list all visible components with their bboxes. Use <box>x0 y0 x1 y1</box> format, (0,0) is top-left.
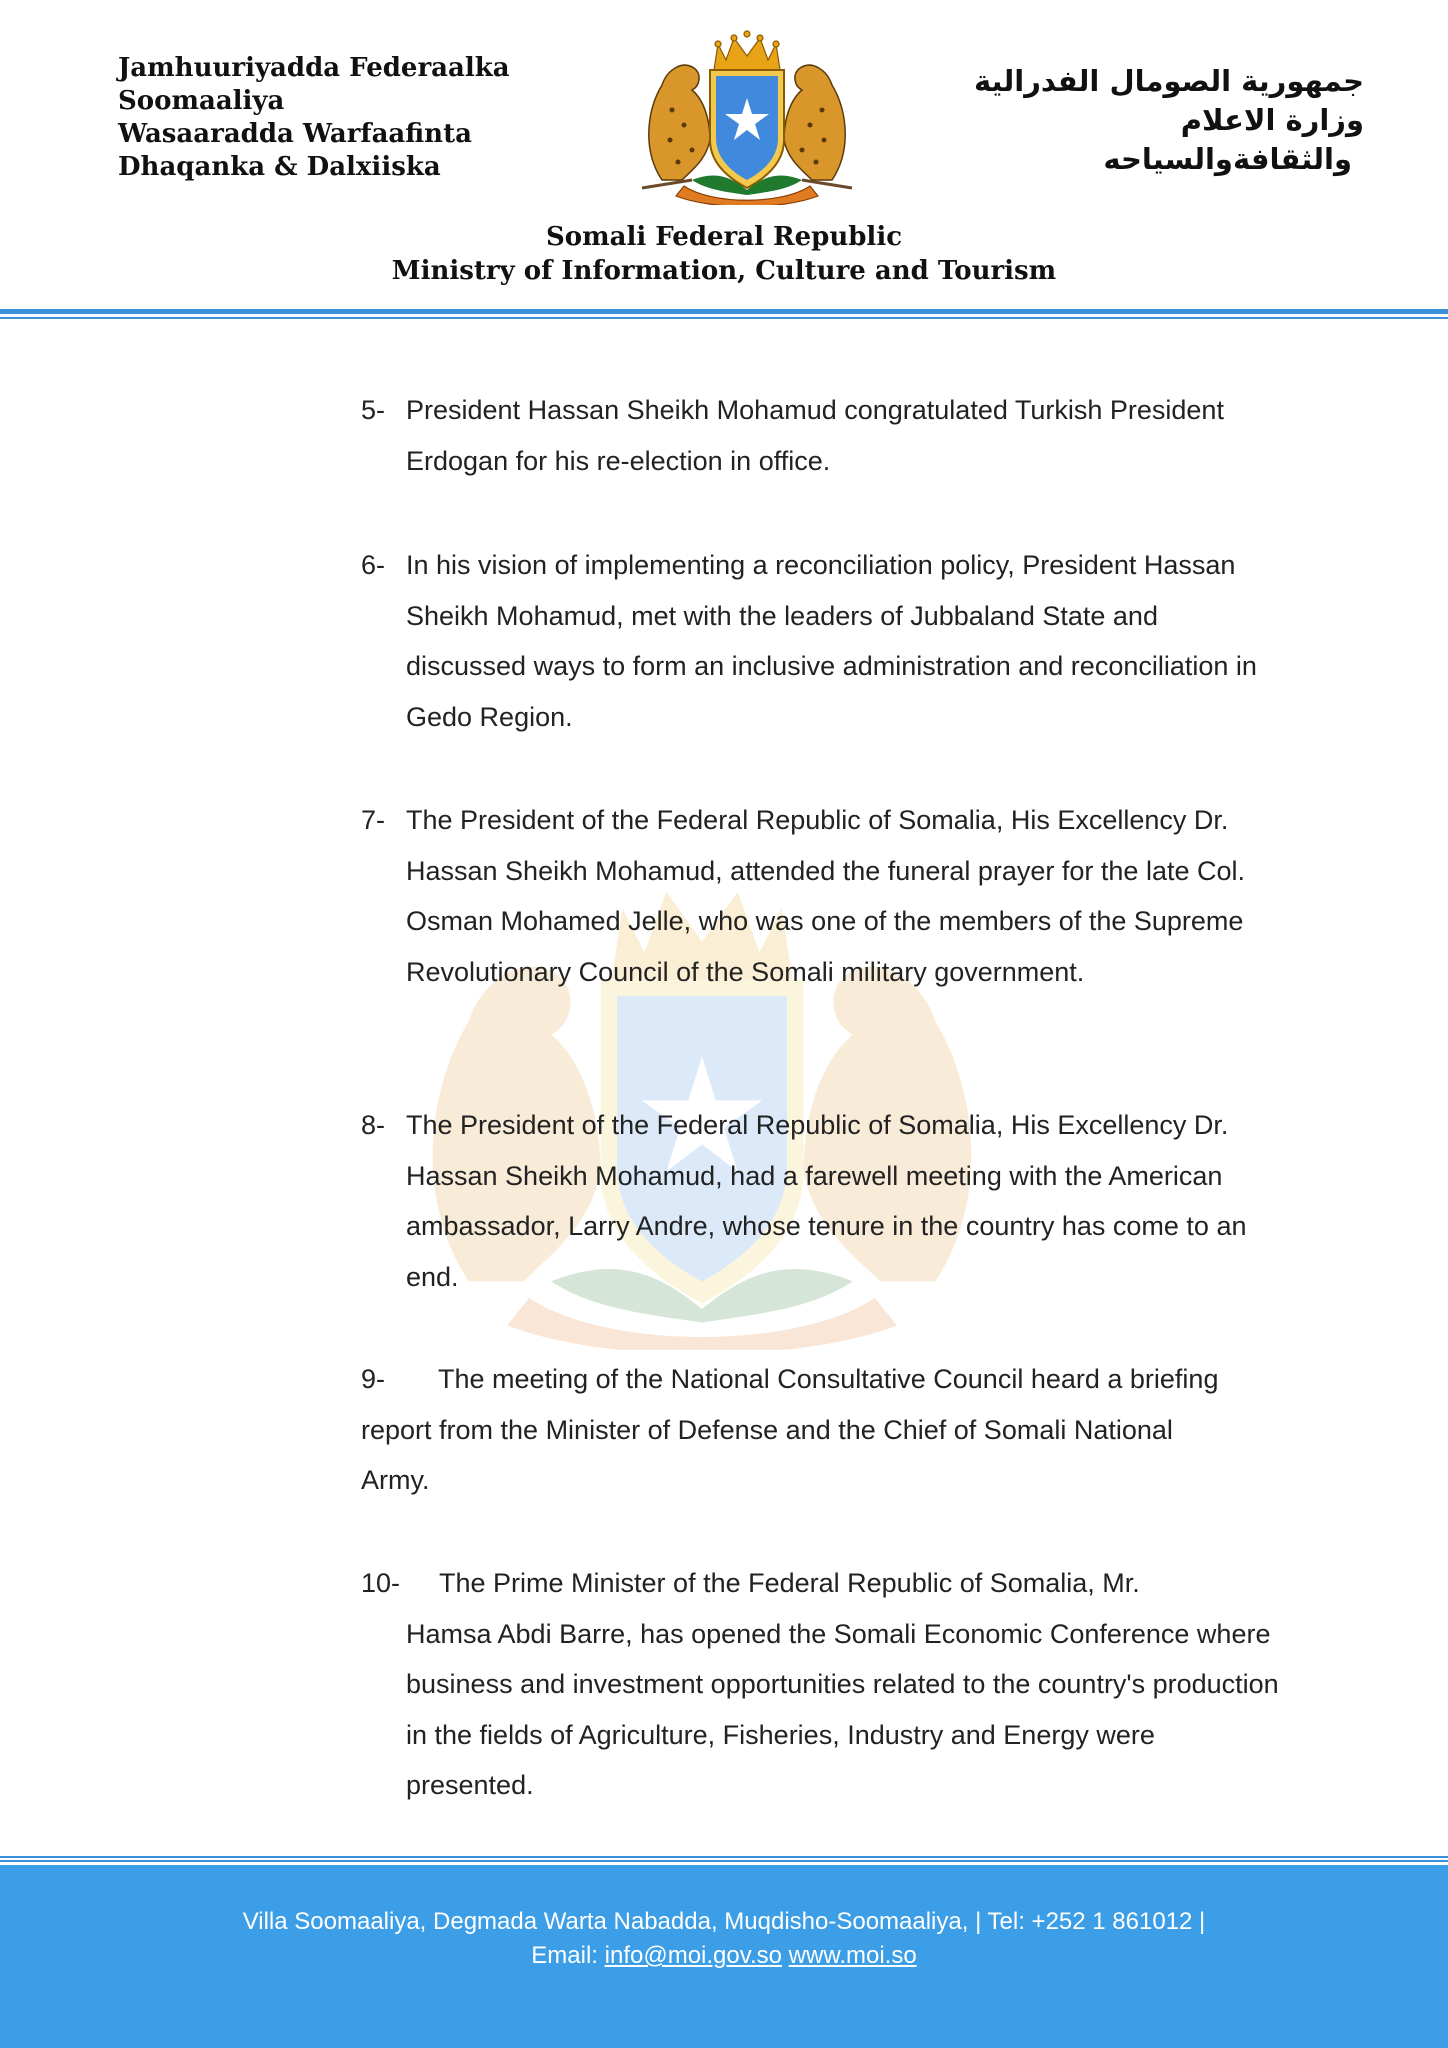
email-link[interactable]: info@moi.gov.so <box>604 1942 782 1969</box>
letterhead-somali-line: Soomaaliya <box>118 86 285 116</box>
item-text: The President of the Federal Republic of Somalia, His Excellency Dr. Hassan Sheikh Mohamud, had a farewell meeting with the American ambassador, Larry Andre, whose tenure in the country has come to an end. <box>406 1110 1247 1292</box>
footer-links <box>0 1939 1448 1973</box>
somalia-coat-of-arms-icon <box>622 30 872 205</box>
item-number: 5- <box>361 395 386 425</box>
footer-address: Villa Soomaaliya, Degmada Warta Nabadda, Muqdisho-Soomaaliya, | Tel: +252 1 861012 | <box>242 1908 1206 1935</box>
footer-divider <box>0 1860 1448 1862</box>
item-text-block <box>361 1354 1241 1506</box>
footer <box>0 1865 1448 2048</box>
item-number: 6- <box>361 550 386 580</box>
letterhead-somali-line: Dhaqanka & Dalxiiska <box>118 152 441 182</box>
header-divider <box>0 317 1448 319</box>
email-label: Email: <box>531 1942 598 1969</box>
letterhead-somali <box>118 52 510 184</box>
item-number: 9- <box>361 1364 386 1394</box>
footer-divider <box>0 1856 1448 1858</box>
footer-contact <box>0 1905 1448 1973</box>
item-number: 8- <box>361 1110 386 1140</box>
letterhead-arabic-line: وزارة الاعلام <box>1180 103 1364 137</box>
item-text: The meeting of the National Consultative Council heard a briefing report from the Minister of Defense and the Chief of Somali National Army. <box>361 1364 1219 1495</box>
letterhead-somali-line: Jamhuuriyadda Federaalka <box>118 53 510 83</box>
letterhead-arabic-line: والثقافةوالسياحه <box>1103 142 1352 176</box>
item-text: Hamsa Abdi Barre, has opened the Somali Economic Conference where business and investment opportunities related to the country's production in the fields of Agriculture, Fisheries, Industry and Energy were presented. <box>406 1618 1279 1800</box>
letterhead-arabic-line: جمهورية الصومال الفدرالية <box>973 64 1364 98</box>
header-divider <box>0 309 1448 314</box>
letterhead-subtitle: Ministry of Information, Culture and Tourism <box>391 256 1057 286</box>
item-number: 10- <box>361 1568 401 1598</box>
item-text: In his vision of implementing a reconciliation policy, President Hassan Sheikh Mohamud, met with the leaders of Jubbaland State and discussed ways to form an inclusive administration and reconciliation in Gedo Region. <box>406 550 1257 732</box>
item-number: 7- <box>361 805 386 835</box>
news-item <box>361 1354 1281 1506</box>
item-text: President Hassan Sheikh Mohamud congratulated Turkish President Erdogan for his re-election in office. <box>406 395 1224 476</box>
letterhead-somali-line: Wasaaradda Warfaafinta <box>118 119 472 149</box>
website-link[interactable]: www.moi.so <box>788 1942 917 1969</box>
item-text-first-line: The Prime Minister of the Federal Republic of Somalia, Mr. <box>439 1568 1140 1598</box>
item-text: The President of the Federal Republic of Somalia, His Excellency Dr. Hassan Sheikh Mohamud, attended the funeral prayer for the late Col. Osman Mohamed Jelle, who was one of the members of the Supreme Revolutionary Council of the Somali military government. <box>406 805 1245 987</box>
letterhead-title: Somali Federal Republic <box>545 222 903 252</box>
letterhead-english <box>0 220 1448 288</box>
letterhead-arabic <box>974 62 1364 179</box>
